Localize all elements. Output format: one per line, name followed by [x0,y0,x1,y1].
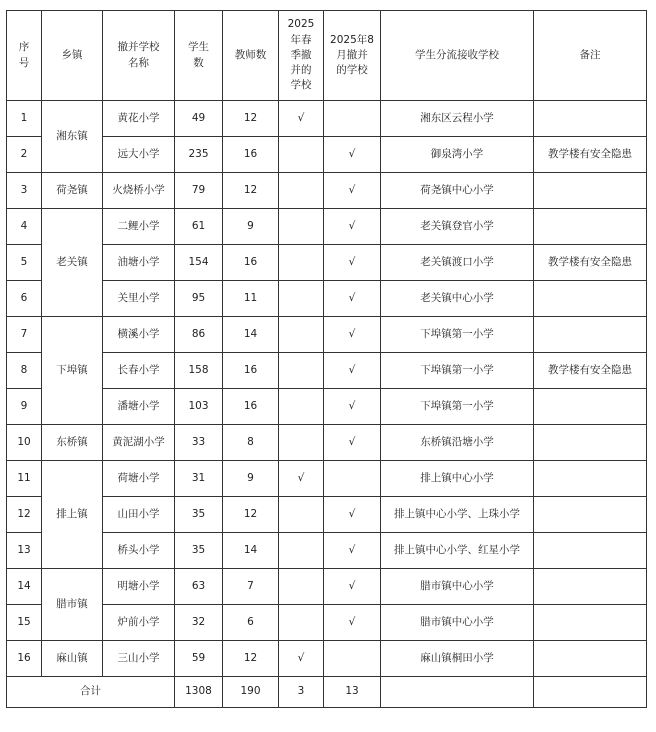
student-count: 79 [175,173,223,209]
teacher-count: 14 [223,533,279,569]
note [534,641,647,677]
teacher-count: 14 [223,317,279,353]
town-name: 排上镇 [42,461,103,569]
student-count: 49 [175,101,223,137]
row-number: 15 [7,605,42,641]
school-name: 油塘小学 [103,245,175,281]
total-receiver-empty [381,677,534,708]
aug-2025-check: √ [324,569,381,605]
teacher-count: 9 [223,461,279,497]
teacher-count: 16 [223,137,279,173]
receiving-school: 荷尧镇中心小学 [381,173,534,209]
teacher-count: 16 [223,245,279,281]
town-name: 东桥镇 [42,425,103,461]
note [534,497,647,533]
header-cell-teachers: 教师数 [223,11,279,101]
header-cell-school: 撤并学校 名称 [103,11,175,101]
town-name: 下埠镇 [42,317,103,425]
student-count: 31 [175,461,223,497]
row-number: 9 [7,389,42,425]
note [534,389,647,425]
aug-2025-check [324,101,381,137]
note [534,569,647,605]
spring-2025-check [279,281,324,317]
student-count: 35 [175,497,223,533]
row-number: 13 [7,533,42,569]
school-name: 山田小学 [103,497,175,533]
spring-2025-check [279,173,324,209]
aug-2025-check: √ [324,245,381,281]
receiving-school: 下埠镇第一小学 [381,389,534,425]
teacher-count: 8 [223,425,279,461]
student-count: 235 [175,137,223,173]
row-number: 5 [7,245,42,281]
spring-2025-check: √ [279,461,324,497]
spring-2025-check [279,605,324,641]
header-cell-town: 乡镇 [42,11,103,101]
aug-2025-check: √ [324,389,381,425]
header-cell-students: 学生 数 [175,11,223,101]
aug-2025-check: √ [324,353,381,389]
spring-2025-check [279,317,324,353]
header-cell-spring-2025: 2025 年春 季撤 并的 学校 [279,11,324,101]
student-count: 61 [175,209,223,245]
school-name: 三山小学 [103,641,175,677]
spring-2025-check [279,425,324,461]
header-cell-no: 序 号 [7,11,42,101]
town-name: 荷尧镇 [42,173,103,209]
table-row [7,245,647,281]
table-row [7,353,647,389]
note [534,605,647,641]
student-count: 154 [175,245,223,281]
school-name: 横溪小学 [103,317,175,353]
table-row [7,425,647,461]
school-name: 二鲤小学 [103,209,175,245]
note [534,461,647,497]
note [534,281,647,317]
row-number: 4 [7,209,42,245]
student-count: 63 [175,569,223,605]
aug-2025-check [324,641,381,677]
spring-2025-check [279,137,324,173]
receiving-school: 腊市镇中心小学 [381,569,534,605]
receiving-school: 腊市镇中心小学 [381,605,534,641]
row-number: 12 [7,497,42,533]
student-count: 33 [175,425,223,461]
spring-2025-check [279,497,324,533]
total-row [7,677,647,708]
aug-2025-check: √ [324,137,381,173]
teacher-count: 11 [223,281,279,317]
note [534,317,647,353]
note [534,425,647,461]
row-number: 8 [7,353,42,389]
aug-2025-check: √ [324,173,381,209]
receiving-school: 下埠镇第一小学 [381,353,534,389]
student-count: 158 [175,353,223,389]
receiving-school: 老关镇登官小学 [381,209,534,245]
total-teachers: 190 [223,677,279,708]
town-name: 湘东镇 [42,101,103,173]
header-cell-note: 备注 [534,11,647,101]
school-name: 远大小学 [103,137,175,173]
student-count: 103 [175,389,223,425]
student-count: 86 [175,317,223,353]
total-students: 1308 [175,677,223,708]
aug-2025-check [324,461,381,497]
row-number: 10 [7,425,42,461]
spring-2025-check: √ [279,641,324,677]
aug-2025-check: √ [324,425,381,461]
aug-2025-check: √ [324,533,381,569]
row-number: 3 [7,173,42,209]
spring-2025-check: √ [279,101,324,137]
teacher-count: 16 [223,353,279,389]
row-number: 6 [7,281,42,317]
table-row [7,173,647,209]
table-row [7,605,647,641]
aug-2025-check: √ [324,209,381,245]
table-row [7,497,647,533]
receiving-school: 排上镇中心小学、红星小学 [381,533,534,569]
school-merger-table [6,10,647,708]
table-row [7,101,647,137]
school-name: 黄泥湖小学 [103,425,175,461]
school-name: 荷塘小学 [103,461,175,497]
receiving-school: 御泉湾小学 [381,137,534,173]
spring-2025-check [279,533,324,569]
spring-2025-check [279,389,324,425]
row-number: 14 [7,569,42,605]
teacher-count: 12 [223,101,279,137]
note [534,533,647,569]
table-row [7,209,647,245]
note [534,173,647,209]
table-body [7,101,647,677]
table-row [7,389,647,425]
table-row [7,461,647,497]
row-number: 1 [7,101,42,137]
note [534,209,647,245]
town-name: 腊市镇 [42,569,103,641]
table-row [7,281,647,317]
spring-2025-check [279,209,324,245]
receiving-school: 排上镇中心小学 [381,461,534,497]
note: 教学楼有安全隐患 [534,245,647,281]
teacher-count: 7 [223,569,279,605]
spring-2025-check [279,569,324,605]
note: 教学楼有安全隐患 [534,137,647,173]
row-number: 7 [7,317,42,353]
student-count: 32 [175,605,223,641]
aug-2025-check: √ [324,497,381,533]
teacher-count: 12 [223,641,279,677]
town-name: 老关镇 [42,209,103,317]
school-name: 潘塘小学 [103,389,175,425]
student-count: 95 [175,281,223,317]
school-name: 长春小学 [103,353,175,389]
table-row [7,569,647,605]
note: 教学楼有安全隐患 [534,353,647,389]
spring-2025-check [279,353,324,389]
aug-2025-check: √ [324,317,381,353]
teacher-count: 9 [223,209,279,245]
receiving-school: 麻山镇桐田小学 [381,641,534,677]
school-name: 黄花小学 [103,101,175,137]
student-count: 59 [175,641,223,677]
school-name: 明塘小学 [103,569,175,605]
total-note-empty [534,677,647,708]
receiving-school: 下埠镇第一小学 [381,317,534,353]
teacher-count: 12 [223,497,279,533]
note [534,101,647,137]
row-number: 2 [7,137,42,173]
row-number: 16 [7,641,42,677]
total-label: 合计 [7,677,175,708]
receiving-school: 排上镇中心小学、上珠小学 [381,497,534,533]
total-spring: 3 [279,677,324,708]
row-number: 11 [7,461,42,497]
header-row [7,11,647,101]
aug-2025-check: √ [324,281,381,317]
school-name: 火烧桥小学 [103,173,175,209]
receiving-school: 老关镇渡口小学 [381,245,534,281]
table-row [7,317,647,353]
school-name: 桥头小学 [103,533,175,569]
table-row [7,641,647,677]
teacher-count: 6 [223,605,279,641]
receiving-school: 老关镇中心小学 [381,281,534,317]
receiving-school: 湘东区云程小学 [381,101,534,137]
header-cell-receiver: 学生分流接收学校 [381,11,534,101]
header-cell-aug-2025: 2025年8 月撤并 的学校 [324,11,381,101]
aug-2025-check: √ [324,605,381,641]
table-row [7,137,647,173]
spring-2025-check [279,245,324,281]
student-count: 35 [175,533,223,569]
school-name: 炉前小学 [103,605,175,641]
table-row [7,533,647,569]
school-name: 关里小学 [103,281,175,317]
town-name: 麻山镇 [42,641,103,677]
teacher-count: 12 [223,173,279,209]
teacher-count: 16 [223,389,279,425]
receiving-school: 东桥镇沿塘小学 [381,425,534,461]
total-aug: 13 [324,677,381,708]
